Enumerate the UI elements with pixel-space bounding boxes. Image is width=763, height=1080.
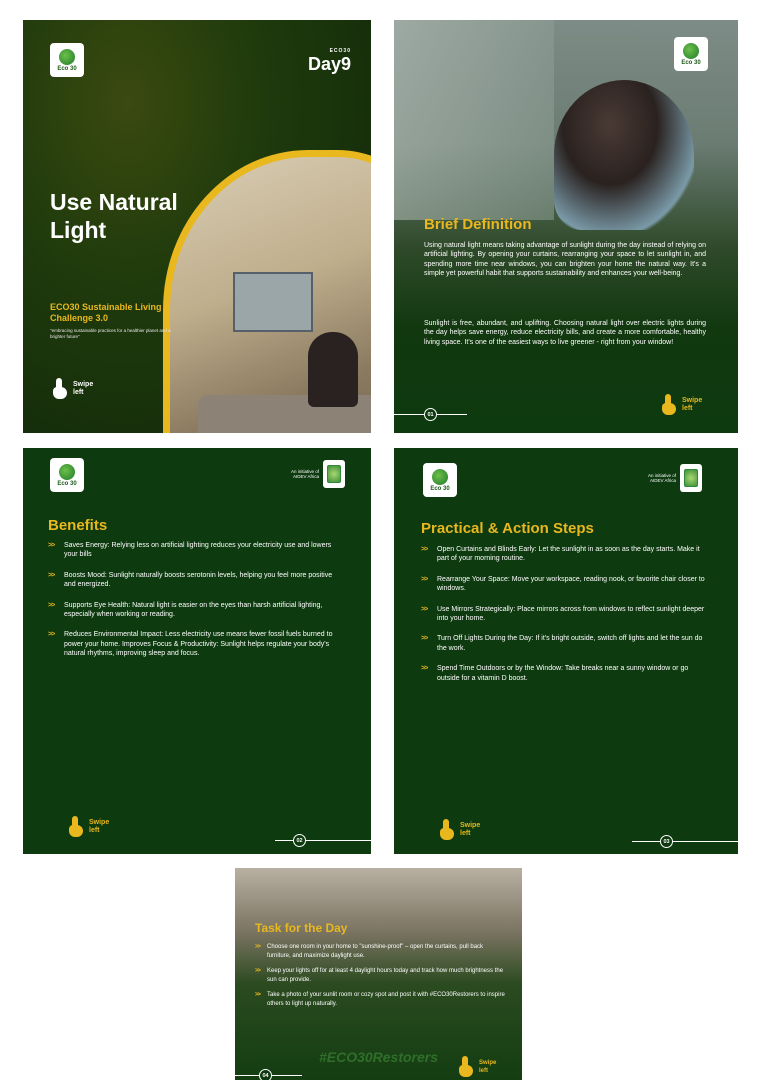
challenge-name: ECO30 Sustainable Living Challenge 3.0 (50, 302, 162, 323)
swipe-left-prompt[interactable]: Swipe left (67, 816, 109, 838)
page-number: 02 (293, 834, 306, 847)
section-heading: Brief Definition (424, 216, 532, 233)
list-item: >> Saves Energy: Relying less on artificial lighting reduces your electricity use and lowers your bills (48, 542, 332, 559)
chevron-double-icon: >> (255, 968, 261, 974)
list-item: >> Spend Time Outdoors or by the Window: Take breaks near a sunny window or go outside for a vitamin D boost. (421, 665, 689, 682)
chevron-double-icon: >> (421, 635, 428, 643)
day-badge (308, 48, 351, 75)
eco30-logo-icon: Eco 30 (423, 463, 457, 497)
cover-title: Use Natural Light (50, 189, 178, 243)
swipe-hand-icon (51, 378, 69, 400)
definition-paragraph-2: Sunlight is free, abundant, and uplifting. Choosing natural light over electric lights during the day helps save energy, reduce electricity bills, and create a more comfortable, healthy living space. It's one of the easiest ways to live greener - right from your window! (424, 320, 706, 346)
slide-benefits (23, 448, 371, 854)
page-number: 01 (424, 408, 437, 421)
definition-paragraph-1: Using natural light means taking advantage of sunlight during the day instead of relying on artificial lighting. By opening your curtains, rearranging your space to let sunlight in, and spending more time near windows, you can brighten your home the natural way. It's a simple yet powerful habit that supports sustainability and enhances your well-being. (424, 242, 706, 278)
swipe-hand-icon (438, 819, 456, 841)
aidev-badge-icon (323, 460, 345, 488)
eco30-logo-icon: Eco 30 (674, 37, 708, 71)
swipe-left-prompt[interactable]: Swipe left (438, 819, 480, 841)
section-heading: Practical & Action Steps (421, 520, 594, 537)
slide-cover (23, 20, 371, 433)
reading-woman-photo-element (308, 332, 358, 407)
list-item: >> Boosts Mood: Sunlight naturally boosts serotonin levels, helping you feel more positive and energized. (48, 571, 333, 589)
task-list (255, 943, 505, 1015)
challenge-quote: "embracing sustainable practices for a healthier planet and a brighter future" (50, 328, 171, 339)
chevron-double-icon: >> (255, 944, 261, 950)
page-indicator (632, 835, 738, 848)
page-number: 04 (259, 1069, 272, 1080)
slide-action-steps (394, 448, 738, 854)
list-item: >> Rearrange Your Space: Move your workspace, reading nook, or favorite chair closer to windows. (421, 575, 705, 593)
benefits-list (48, 541, 336, 670)
list-item: >> Use Mirrors Strategically: Place mirrors across from windows to reflect sunlight deeper into your home. (421, 605, 705, 623)
swipe-hand-icon (660, 394, 678, 416)
swipe-left-prompt[interactable]: Swipe left (51, 378, 93, 400)
action-steps-list (421, 545, 705, 694)
chevron-double-icon: >> (421, 665, 428, 673)
initiative-text: An initiative of AIDEV Africa (290, 468, 319, 479)
page-indicator (235, 1069, 302, 1080)
page-indicator (275, 834, 371, 847)
slide-task (235, 868, 522, 1080)
window-photo-element (394, 20, 554, 220)
chevron-double-icon: >> (255, 992, 261, 998)
swipe-left-prompt[interactable]: Swipe left (660, 394, 702, 416)
swipe-hand-icon (457, 1056, 475, 1078)
list-item: >> Choose one room in your home to "sunshine-proof" – open the curtains, pull back furniture, and maximize daylight use. (255, 944, 484, 959)
hashtag: #ECO30Restorers (318, 1049, 439, 1065)
chevron-double-icon: >> (421, 605, 428, 613)
section-heading: Task for the Day (255, 921, 348, 935)
list-item: >> Reduces Environmental Impact: Less electricity use means fewer fossil fuels burned to power your home. Improves Focus & Productivity: Sunlight helps regulate your body's natural rhythms, improving sleep and focus. (48, 631, 333, 658)
slide-definition (394, 20, 738, 433)
day-badge-eco: ECO30 (329, 48, 351, 54)
swipe-left-prompt[interactable]: Swipe left (457, 1056, 496, 1078)
section-heading: Benefits (48, 517, 108, 534)
page-indicator (394, 408, 467, 421)
chevron-double-icon: >> (421, 546, 428, 553)
chevron-double-icon: >> (48, 631, 55, 639)
eco30-logo-icon: Eco 30 (50, 43, 84, 77)
list-item: >> Take a photo of your sunlit room or cozy spot and post it with #ECO30Restorers to inspire others to light up naturally. (255, 992, 505, 1007)
chevron-double-icon: >> (48, 571, 55, 579)
list-item: >> Keep your lights off for at least 4 daylight hours today and track how much brightness the sun can provide. (255, 968, 504, 983)
initiative-text: An initiative of AIDEV Africa (647, 472, 676, 483)
chevron-double-icon: >> (48, 601, 55, 609)
initiative-credit (291, 460, 345, 488)
page-number: 03 (660, 835, 673, 848)
chevron-double-icon: >> (421, 575, 428, 583)
aidev-badge-icon (680, 464, 702, 492)
window-photo-element (233, 272, 313, 332)
list-item: >> Supports Eye Health: Natural light is easier on the eyes than harsh artificial lighting, especially when working or reading. (48, 601, 323, 619)
swipe-hand-icon (67, 816, 85, 838)
eco30-logo-icon: Eco 30 (50, 458, 84, 492)
initiative-credit (648, 464, 702, 492)
list-item: >> Open Curtains and Blinds Early: Let the sunlight in as soon as the day starts. Make it part of your morning routine. (421, 546, 700, 563)
woman-photo-element (554, 80, 694, 230)
list-item: >> Turn Off Lights During the Day: If it's bright outside, switch off lights and let the sun do the work. (421, 635, 703, 652)
chevron-double-icon: >> (48, 542, 55, 549)
day-badge-number: Day9 (307, 54, 351, 74)
